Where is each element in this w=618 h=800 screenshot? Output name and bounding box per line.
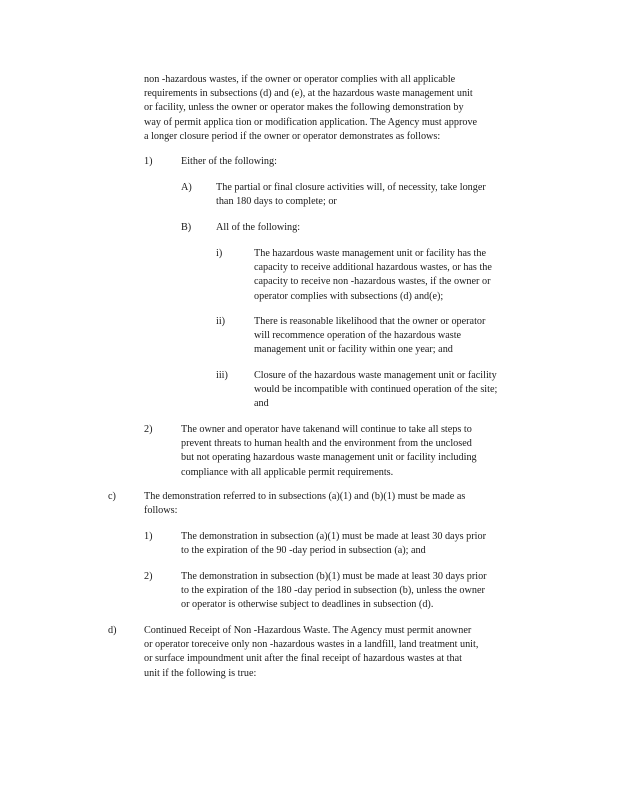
item-c-label: c): [108, 491, 116, 502]
item-c2-text: [181, 570, 541, 613]
text-line: The demonstration in subsection (a)(1) must be made at least 30 days prior: [181, 531, 486, 542]
item-c1-text: [181, 530, 541, 558]
text-line: All of the following:: [216, 222, 301, 233]
item-1a-text: [216, 181, 536, 209]
text-line: to the expiration of the 180 -day period in subsection (b), unless the owner: [181, 585, 485, 597]
item-c-text: [144, 490, 528, 518]
text-line: The demonstration referred to in subsections (a)(1) and (b)(1) must be made as: [144, 491, 466, 502]
text-line: will recommence operation of the hazardous waste: [254, 330, 462, 342]
item-1a-label: A): [181, 182, 192, 193]
text-line: capacity to receive non -hazardous wastes, if the owner or: [254, 276, 491, 288]
item-d-text: [144, 624, 540, 681]
text-line: and: [254, 398, 269, 410]
text-line: management unit or facility within one year; and: [254, 344, 453, 356]
text-line: compliance with all applicable permit requirements.: [181, 466, 394, 478]
text-line: Continued Receipt of Non -Hazardous Waste. The Agency must permit anowner: [144, 625, 472, 636]
text-line: follows:: [144, 505, 178, 517]
text-line: The hazardous waste management unit or facility has the: [254, 248, 486, 259]
item-d-label: d): [108, 625, 117, 636]
item-1b-ii-text: [254, 315, 538, 358]
text-line: or surface impoundment unit after the final receipt of hazardous wastes at that: [144, 653, 462, 665]
text-line: non -hazardous wastes, if the owner or operator complies with all applicable: [144, 74, 456, 85]
intro-paragraph: [144, 73, 536, 144]
item-1b-i-text: [254, 247, 538, 304]
text-line: or operator is otherwise subject to deadlines in subsection (d).: [181, 599, 434, 611]
text-line: Closure of the hazardous waste management unit or facility: [254, 370, 497, 381]
item-2-text: [181, 423, 527, 480]
text-line: There is reasonable likelihood that the owner or operator: [254, 316, 486, 327]
text-line: or facility, unless the owner or operator makes the following demonstration by: [144, 102, 464, 114]
item-1-label: 1): [144, 156, 153, 167]
item-1b-iii-label: iii): [216, 370, 228, 381]
item-1b-iii-text: [254, 369, 540, 412]
item-1b-text: [216, 221, 536, 235]
text-line: operator complies with subsections (d) and(e);: [254, 290, 444, 302]
text-line: way of permit applica tion or modification application. The Agency must approve: [144, 116, 478, 128]
text-line: would be incompatible with continued operation of the site;: [254, 384, 498, 396]
item-1b-label: B): [181, 222, 192, 233]
item-c2-label: 2): [144, 571, 153, 582]
item-1-text: [181, 155, 541, 169]
text-line: but not operating hazardous waste management unit or facility including: [181, 452, 477, 464]
text-line: The partial or final closure activities will, of necessity, take longer: [216, 182, 486, 193]
text-line: Either of the following:: [181, 156, 277, 167]
text-line: requirements in subsections (d) and (e), at the hazardous waste management unit: [144, 88, 473, 100]
text-line: capacity to receive additional hazardous wastes, or has the: [254, 262, 492, 274]
item-1b-ii-label: ii): [216, 316, 226, 327]
text-line: than 180 days to complete; or: [216, 196, 337, 208]
text-line: unit if the following is true:: [144, 667, 257, 679]
item-c1-label: 1): [144, 531, 153, 542]
text-line: a longer closure period if the owner or operator demonstrates as follows:: [144, 130, 441, 142]
item-1b-i-label: i): [216, 248, 223, 259]
text-line: or operator toreceive only non -hazardous wastes in a landfill, land treatment unit,: [144, 639, 479, 651]
text-line: The demonstration in subsection (b)(1) must be made at least 30 days prior: [181, 571, 487, 582]
text-line: The owner and operator have takenand will continue to take all steps to: [181, 424, 472, 435]
item-2-label: 2): [144, 424, 153, 435]
text-line: prevent threats to human health and the environment from the unclosed: [181, 438, 472, 450]
text-line: to the expiration of the 90 -day period in subsection (a); and: [181, 545, 426, 557]
